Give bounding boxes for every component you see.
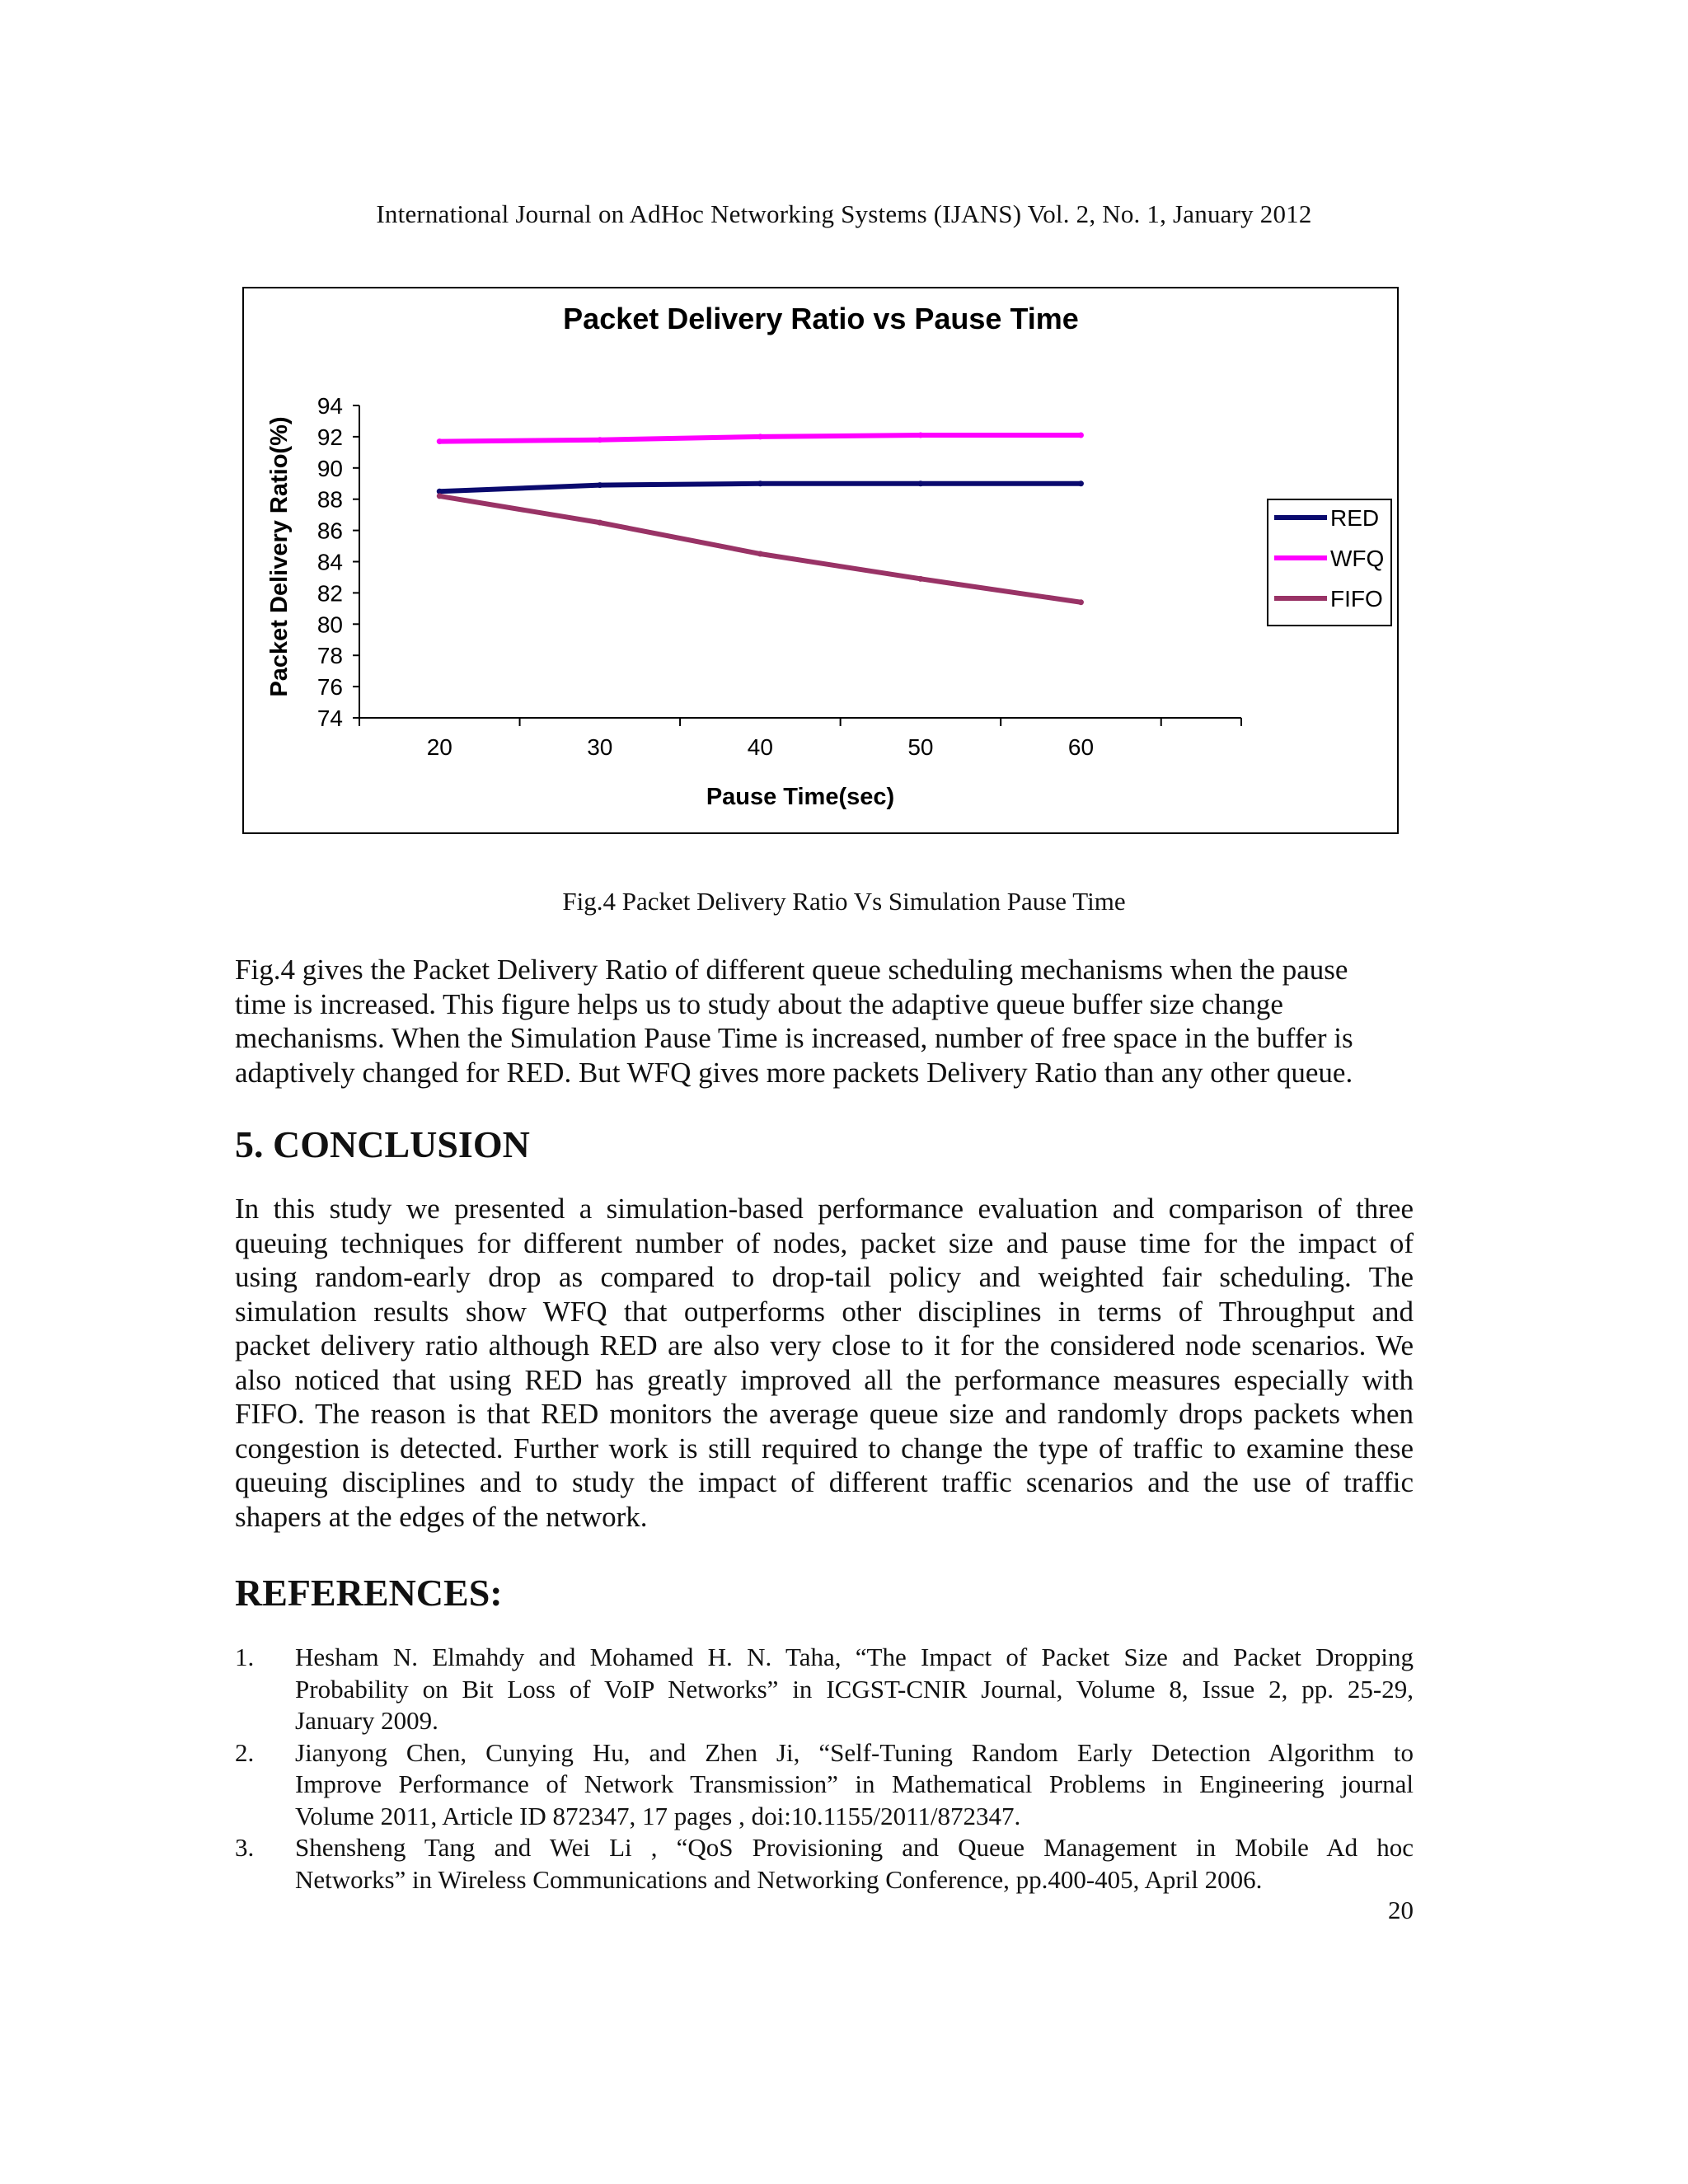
conclusion-line: queuing disciplines and to study the impact of different traffic scenarios and the use of traffic xyxy=(235,1466,1414,1498)
reference-line: Volume 2011, Article ID 872347, 17 pages , doi:10.1155/2011/872347. xyxy=(295,1801,1021,1830)
y-tick-label: 90 xyxy=(316,455,343,481)
conclusion-line: packet delivery ratio although RED are also very close to it for the considered node scenarios. We xyxy=(235,1329,1414,1361)
reference-line: Shensheng Tang and Wei Li , “QoS Provisioning and Queue Management in Mobile Ad hoc xyxy=(295,1833,1414,1862)
y-tick-label: 76 xyxy=(316,674,343,701)
conclusion-line: FIFO. The reason is that RED monitors the average queue size and randomly drops packets when xyxy=(235,1398,1414,1430)
data-point-red xyxy=(917,480,923,486)
reference-number: 1. xyxy=(235,1643,255,1671)
reference-line: Improve Performance of Network Transmission” in Mathematical Problems in Engineering journal xyxy=(295,1769,1414,1798)
chart-title: Packet Delivery Ratio vs Pause Time xyxy=(563,302,1079,335)
conclusion-line: congestion is detected. Further work is still required to change the type of traffic to examine these xyxy=(235,1432,1414,1465)
data-point-red xyxy=(757,480,763,486)
page-number: 20 xyxy=(1388,1896,1414,1924)
reference-line: Probability on Bit Loss of VoIP Networks” in ICGST-CNIR Journal, Volume 8, Issue 2, pp. 25-29, xyxy=(295,1674,1414,1704)
conclusion-line: queuing techniques for different number of nodes, packet size and pause time for the impact of xyxy=(235,1226,1414,1259)
reference-item xyxy=(235,1642,1414,1737)
discussion-paragraph xyxy=(235,953,1414,1090)
figure-4-chart xyxy=(242,287,1399,834)
x-tick-label: 20 xyxy=(426,734,452,760)
running-header: International Journal on AdHoc Networking Systems (IJANS) Vol. 2, No. 1, January 2012 xyxy=(376,199,1312,228)
data-point-red xyxy=(1078,480,1084,486)
x-tick-label: 30 xyxy=(587,734,613,760)
reference-item xyxy=(235,1832,1414,1896)
data-point-wfq xyxy=(1078,433,1084,438)
y-tick-label: 80 xyxy=(316,612,343,638)
x-tick-label: 40 xyxy=(747,734,773,760)
legend-label: FIFO xyxy=(1330,586,1383,612)
y-tick-label: 84 xyxy=(316,549,343,575)
y-tick-label: 74 xyxy=(316,705,343,731)
reference-number: 3. xyxy=(235,1833,255,1862)
reference-line: Networks” in Wireless Communications and Networking Conference, pp.400-405, April 2006. xyxy=(295,1864,1263,1894)
data-point-wfq xyxy=(917,433,923,438)
data-point-wfq xyxy=(757,434,763,439)
y-tick-label: 94 xyxy=(316,393,343,419)
reference-number: 2. xyxy=(235,1737,255,1767)
data-point-fifo xyxy=(1078,599,1084,605)
reference-line: Jianyong Chen, Cunying Hu, and Zhen Ji, “Self-Tuning Random Early Detection Algorithm to xyxy=(295,1737,1414,1767)
x-tick-label: 60 xyxy=(1067,734,1095,760)
data-point-fifo xyxy=(757,551,763,557)
conclusion-line: In this study we presented a simulation-based performance evaluation and comparison of three xyxy=(235,1193,1414,1225)
conclusion-line: shapers at the edges of the network. xyxy=(235,1500,648,1533)
legend-label: RED xyxy=(1330,505,1380,531)
data-point-fifo xyxy=(917,576,923,582)
references-heading: REFERENCES: xyxy=(235,1572,503,1614)
reference-line: January 2009. xyxy=(295,1706,438,1735)
data-point-wfq xyxy=(437,438,443,444)
y-tick-label: 78 xyxy=(316,643,343,669)
data-point-wfq xyxy=(597,437,603,443)
y-tick-label: 92 xyxy=(316,424,343,450)
line-chart xyxy=(244,288,1397,832)
data-point-red xyxy=(597,482,603,488)
y-tick-label: 82 xyxy=(316,580,343,607)
x-tick-label: 50 xyxy=(907,734,934,760)
reference-line: Hesham N. Elmahdy and Mohamed H. N. Taha, “The Impact of Packet Size and Packet Dropping xyxy=(295,1643,1414,1671)
series-line-fifo xyxy=(439,496,1081,602)
y-tick-label: 86 xyxy=(316,518,343,544)
legend-label: WFQ xyxy=(1330,546,1385,571)
conclusion-line: simulation results show WFQ that outperforms other disciplines in terms of Throughput and xyxy=(235,1295,1414,1328)
conclusion-line: also noticed that using RED has greatly improved all the performance measures especially with xyxy=(235,1363,1414,1396)
conclusion-paragraph xyxy=(235,1192,1414,1534)
discussion-line: Fig.4 gives the Packet Delivery Ratio of different queue scheduling mechanisms when the pause xyxy=(235,954,1348,986)
y-tick-label: 88 xyxy=(316,486,343,513)
x-axis-label: Pause Time(sec) xyxy=(706,784,895,810)
reference-item xyxy=(235,1737,1414,1833)
discussion-line: mechanisms. When the Simulation Pause Time is increased, number of free space in the buffer is xyxy=(235,1022,1353,1054)
data-point-fifo xyxy=(437,493,443,499)
reference-list xyxy=(235,1642,1414,1896)
conclusion-line: using random-early drop as compared to drop-tail policy and weighted fair scheduling. The xyxy=(235,1261,1414,1293)
discussion-line: time is increased. This figure helps us to study about the adaptive queue buffer size change xyxy=(235,987,1283,1020)
data-point-fifo xyxy=(597,520,603,526)
figure-caption: Fig.4 Packet Delivery Ratio Vs Simulation Pause Time xyxy=(562,887,1126,916)
y-axis-label: Packet Delivery Ratio(%) xyxy=(266,416,293,697)
discussion-line: adaptively changed for RED. But WFQ gives more packets Delivery Ratio than any other queue. xyxy=(235,1056,1353,1089)
conclusion-heading: 5. CONCLUSION xyxy=(235,1123,530,1165)
